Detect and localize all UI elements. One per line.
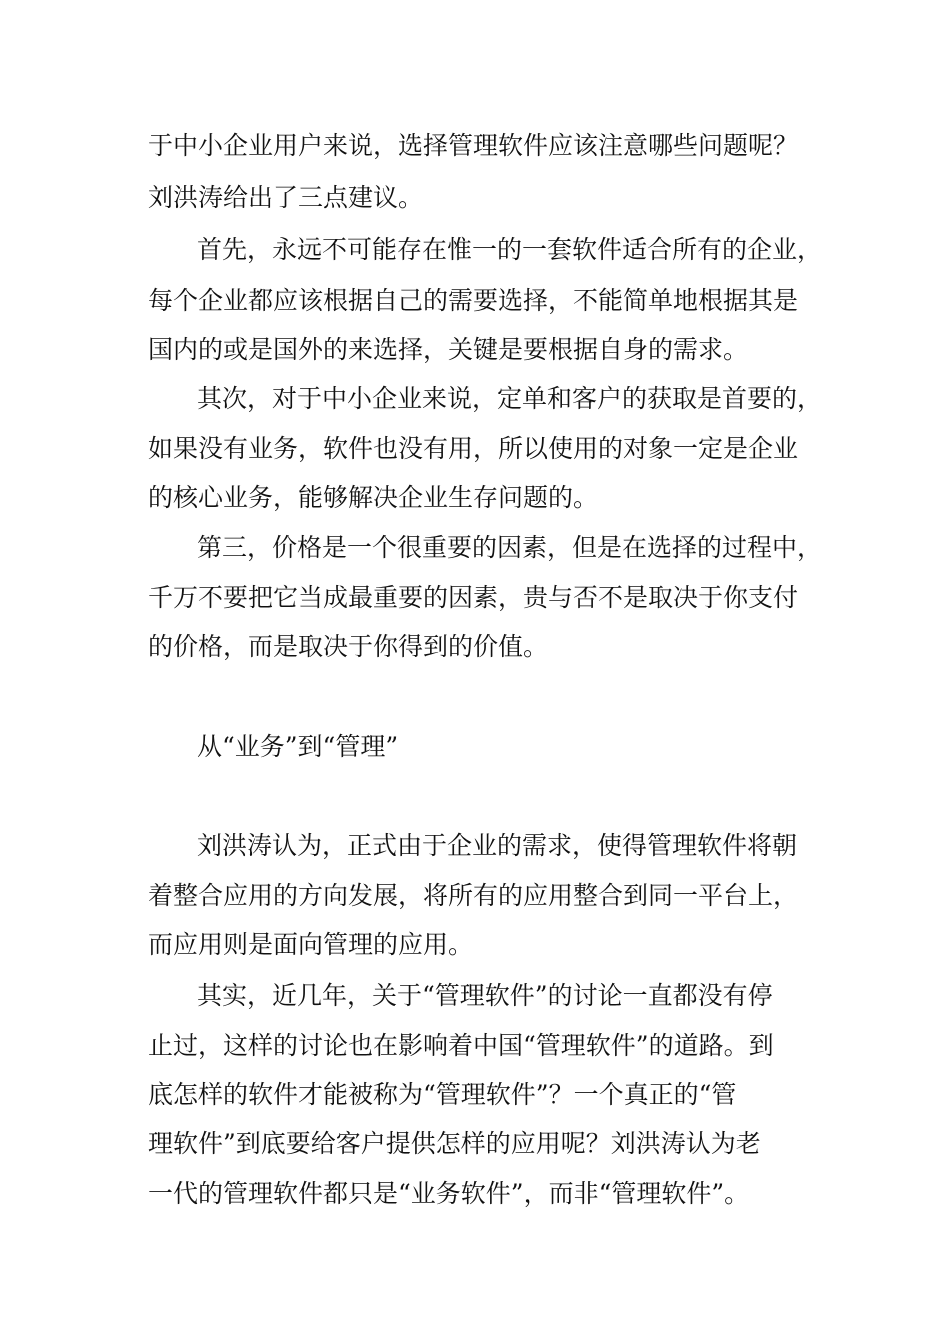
paragraph-line: 底怎样的软件才能被称为“管理软件”？一个真正的“管 (148, 1080, 737, 1109)
paragraph-line: 首先，永远不可能存在惟一的一套软件适合所有的企业， (197, 235, 823, 264)
paragraph-line: 着整合应用的方向发展，将所有的应用整合到同一平台上， (148, 881, 799, 910)
paragraph-line: 国内的或是国外的来选择，关键是要根据自身的需求。 (148, 335, 749, 364)
paragraph-line: 其次，对于中小企业来说，定单和客户的获取是首要的， (197, 384, 823, 413)
paragraph-line: 第三，价格是一个很重要的因素，但是在选择的过程中， (197, 533, 823, 562)
paragraph-line: 千万不要把它当成最重要的因素，贵与否不是取决于你支付 (148, 583, 799, 612)
paragraph-line: 于中小企业用户来说，选择管理软件应该注意哪些问题呢？ (148, 131, 799, 160)
paragraph-line: 其实，近几年，关于“管理软件”的讨论一直都没有停 (197, 981, 773, 1010)
paragraph-line: 一代的管理软件都只是“业务软件”，而非“管理软件”。 (148, 1179, 750, 1208)
paragraph-line: 如果没有业务，软件也没有用，所以使用的对象一定是企业 (148, 434, 799, 463)
paragraph-line: 刘洪涛认为，正式由于企业的需求，使得管理软件将朝 (197, 831, 798, 860)
paragraph-line: 的价格，而是取决于你得到的价值。 (148, 632, 549, 661)
paragraph-line: 而应用则是面向管理的应用。 (148, 930, 474, 959)
paragraph-line: 每个企业都应该根据自己的需要选择，不能简单地根据其是 (148, 286, 799, 315)
paragraph-line: 理软件”到底要给客户提供怎样的应用呢？刘洪涛认为老 (148, 1129, 761, 1158)
paragraph-line: 的核心业务，能够解决企业生存问题的。 (148, 483, 599, 512)
paragraph-line: 刘洪涛给出了三点建议。 (148, 183, 424, 212)
paragraph-line: 止过，这样的讨论也在影响着中国“管理软件”的道路。到 (148, 1031, 774, 1060)
section-heading: 从“业务”到“管理” (197, 732, 399, 761)
